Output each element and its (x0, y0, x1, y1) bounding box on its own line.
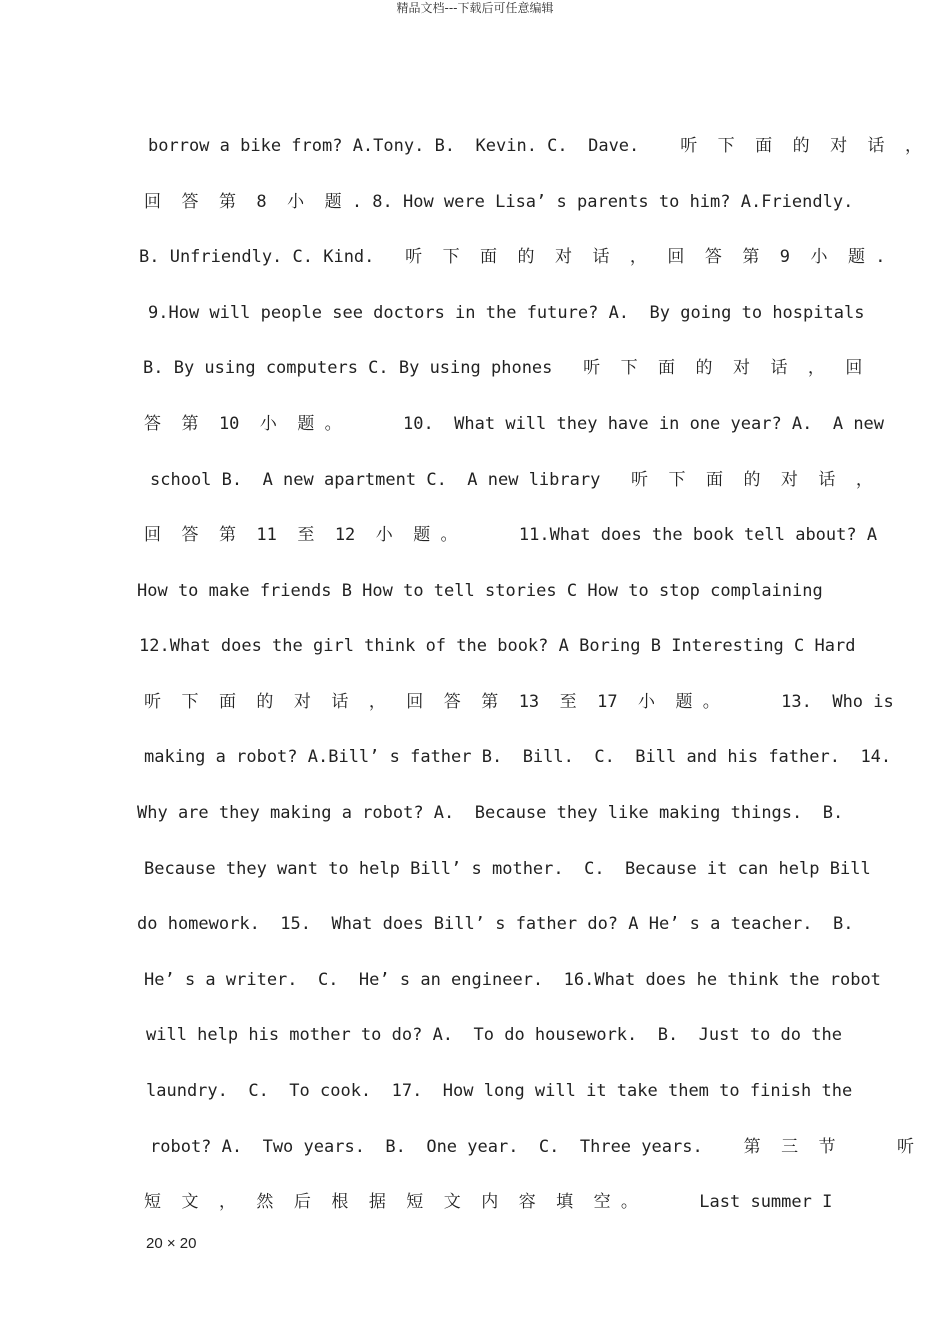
text-line-5: B. By using computers C. By using phones 听 下 面 的 对 话 ， 回 (143, 358, 863, 378)
text-line-4: 9.How will people see doctors in the future? A. By going to hospitals (148, 303, 865, 323)
text-line-12: making a robot? A.Bill’ s father B. Bill. C. Bill and his father. 14. (144, 747, 892, 767)
text-line-1: borrow a bike from? A.Tony. B. Kevin. C. Dave. 听 下 面 的 对 话 ， (148, 136, 923, 156)
text-line-10: 12.What does the girl think of the book? A Boring B Interesting C Hard (139, 636, 856, 656)
text-line-20: 短 文 ， 然 后 根 据 短 文 内 容 填 空 。 Last summer I (144, 1192, 833, 1212)
text-line-11: 听 下 面 的 对 话 ， 回 答 第 13 至 17 小 题 。 13. Who is (144, 692, 894, 712)
text-line-7: school B. A new apartment C. A new library 听 下 面 的 对 话 ， (150, 470, 873, 490)
text-line-19: robot? A. Two years. B. One year. C. Three years. 第 三 节 听 (150, 1137, 914, 1157)
text-line-8: 回 答 第 11 至 12 小 题 。 11.What does the book tell about? A (144, 525, 878, 545)
text-line-2: 回 答 第 8 小 题 . 8. How were Lisa’ s parents to him? A.Friendly. (144, 192, 854, 212)
text-line-13: Why are they making a robot? A. Because they like making things. B. (137, 803, 844, 823)
page-footer-grid-label: 20 × 20 (146, 1235, 197, 1252)
page-header: 精品文档---下载后可任意编辑 (396, 1, 554, 15)
text-line-15: do homework. 15. What does Bill’ s father do? A He’ s a teacher. B. (137, 914, 854, 934)
text-line-16: He’ s a writer. C. He’ s an engineer. 16.What does he think the robot (144, 970, 881, 990)
text-line-3: B. Unfriendly. C. Kind. 听 下 面 的 对 话 ， 回 答 第 9 小 题 . (139, 247, 886, 267)
text-line-18: laundry. C. To cook. 17. How long will it take them to finish the (146, 1081, 853, 1101)
text-line-14: Because they want to help Bill’ s mother. C. Because it can help Bill (144, 859, 871, 879)
text-line-17: will help his mother to do? A. To do housework. B. Just to do the (146, 1025, 842, 1045)
text-line-9: How to make friends B How to tell stories C How to stop complaining (137, 581, 823, 601)
text-line-6: 答 第 10 小 题 。 10. What will they have in one year? A. A new (144, 414, 885, 434)
